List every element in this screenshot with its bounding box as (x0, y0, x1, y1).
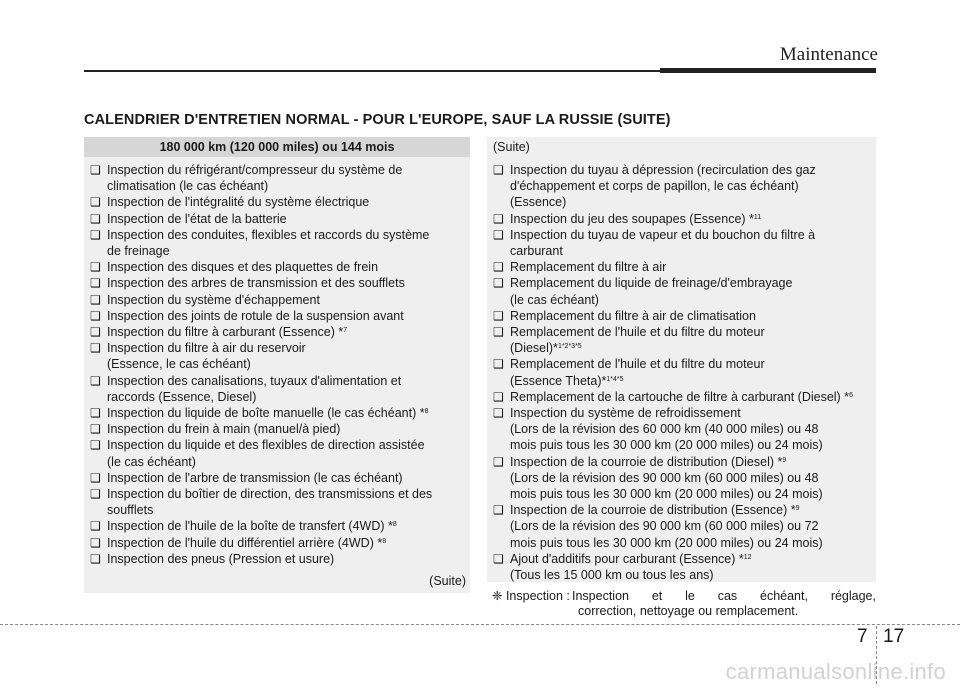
checkbox-icon: ❑ (90, 406, 101, 421)
item-text: Inspection du frein à main (manuel/à pied) (107, 422, 341, 437)
checkbox-icon: ❑ (90, 292, 101, 307)
item-text: Remplacement du liquide de freinage/d'embrayage (510, 276, 793, 291)
left-checklist-item (90, 373, 468, 405)
note-line-1: Inspection et le cas échéant, réglage, (572, 589, 876, 603)
checkbox-icon: ❑ (90, 195, 101, 210)
item-text: Inspection des joints de rotule de la suspension avant (107, 308, 404, 323)
checkbox-icon: ❑ (90, 519, 101, 534)
left-checklist-item (90, 535, 468, 551)
item-text: Inspection des canalisations, tuyaux d'alimentation et (107, 373, 402, 388)
footnote-ref: 6 (849, 391, 853, 399)
item-text: Inspection du système d'échappement (107, 292, 320, 307)
left-checklist-item (90, 551, 468, 567)
item-text: mois puis tous les 30 000 km (20 000 miles) ou 24 mois) (510, 487, 823, 502)
checkbox-icon: ❑ (493, 308, 504, 323)
footnote-ref: 12 (743, 553, 752, 561)
footnote-ref: 1*2*3*5 (557, 343, 582, 351)
item-text: de freinage (107, 244, 170, 259)
left-checklist-item (90, 324, 468, 340)
right-checklist-item (493, 259, 873, 275)
left-checklist-item (90, 227, 468, 259)
left-checklist-item (90, 470, 468, 486)
page-number: 17 (883, 626, 905, 647)
left-checklist-item (90, 308, 468, 324)
left-checklist-item (90, 259, 468, 275)
right-checklist-item (493, 162, 873, 211)
item-text: Inspection du boîtier de direction, des transmissions et des (107, 487, 433, 502)
item-text: Inspection du tuyau de vapeur et du bouchon du filtre à (510, 227, 816, 242)
item-text: Inspection de l'intégralité du système électrique (107, 195, 370, 210)
item-text: Remplacement de l'huile et du filtre du moteur (510, 325, 765, 340)
right-checklist-item (493, 227, 873, 259)
inspection-note (492, 589, 876, 619)
right-checklist-item (493, 324, 873, 356)
item-text: Inspection des pneus (Pression et usure) (107, 551, 335, 566)
right-checklist-item (493, 551, 873, 583)
item-text: Inspection du réfrigérant/compresseur du système de (107, 163, 403, 177)
note-label: ❈ Inspection : (492, 589, 570, 603)
header-rule (84, 70, 664, 72)
item-text: Inspection de l'huile du différentiel arrière (4WD) *$^8$ (107, 535, 387, 550)
item-text: Inspection du filtre à air du reservoir (107, 341, 306, 356)
section-title: Maintenance (779, 44, 878, 65)
item-text: Inspection de la courroie de distribution (Essence) *$^9$ (510, 503, 800, 518)
footnote-ref: 8 (424, 408, 429, 416)
item-text: Inspection des conduites, flexibles et raccords du système (107, 227, 430, 242)
item-text: soufflets (107, 503, 154, 518)
item-text: Inspection de l'état de la batterie (107, 211, 287, 226)
checkbox-icon: ❑ (493, 406, 504, 421)
left-checklist-item (90, 292, 468, 308)
item-text: raccords (Essence, Diesel) (107, 389, 257, 404)
left-column-heading: 180 000 km (120 000 miles) ou 144 mois (84, 137, 470, 157)
left-column (84, 137, 470, 593)
checkbox-icon: ❑ (493, 211, 504, 226)
item-text: Inspection de la courroie de distribution (Diesel) *$^9$ (510, 454, 787, 469)
checkbox-icon: ❑ (90, 373, 101, 388)
left-checklist-item (90, 194, 468, 210)
footer-divider (0, 624, 960, 625)
right-checklist-item (493, 308, 873, 324)
item-text: (le cas échéant) (510, 292, 599, 307)
checkbox-icon: ❑ (493, 389, 504, 404)
left-checklist-item (90, 405, 468, 421)
item-text: (le cas échéant) (107, 454, 196, 469)
right-checklist-item (493, 502, 873, 551)
right-checklist-item (493, 389, 873, 405)
checkbox-icon: ❑ (493, 276, 504, 291)
page-title: CALENDRIER D'ENTRETIEN NORMAL - POUR L'EUROPE, SAUF LA RUSSIE (SUITE) (84, 112, 671, 128)
footnote-ref: 9 (795, 505, 800, 513)
left-checklist-item (90, 211, 468, 227)
checkbox-icon: ❑ (493, 551, 504, 566)
checkbox-icon: ❑ (90, 163, 101, 177)
item-text: Ajout d'additifs pour carburant (Essence) *$^{12}$ (510, 551, 752, 566)
right-checklist-item (493, 211, 873, 227)
item-text: carburant (510, 244, 563, 259)
left-checklist-item (90, 518, 468, 534)
right-column (487, 137, 876, 582)
right-item-list (493, 162, 873, 583)
left-checklist-item (90, 340, 468, 372)
footnote-ref: 9 (782, 456, 787, 464)
item-text: (Tous les 15 000 km ou tous les ans) (510, 568, 714, 583)
checkbox-icon: ❑ (90, 341, 101, 356)
checkbox-icon: ❑ (493, 454, 504, 469)
chapter-number: 7 (857, 626, 868, 647)
footnote-ref: 8 (382, 537, 387, 545)
item-text: Remplacement de la cartouche de filtre à carburant (Diesel) *$^6$ (510, 389, 853, 404)
checkbox-icon: ❑ (90, 422, 101, 437)
left-item-list (90, 162, 468, 567)
item-text: Inspection des disques et des plaquettes de frein (107, 260, 379, 275)
checkbox-icon: ❑ (90, 325, 101, 340)
left-checklist-item (90, 437, 468, 469)
left-checklist-item (90, 486, 468, 518)
item-text: Inspection des arbres de transmission et des soufflets (107, 276, 405, 291)
checkbox-icon: ❑ (493, 357, 504, 372)
item-text: Remplacement de l'huile et du filtre du moteur (510, 357, 765, 372)
checkbox-icon: ❑ (90, 227, 101, 242)
right-checklist-item (493, 454, 873, 503)
right-checklist-item (493, 356, 873, 388)
checkbox-icon: ❑ (90, 551, 101, 566)
checkbox-icon: ❑ (90, 535, 101, 550)
item-text: (Essence, le cas échéant) (107, 357, 251, 372)
footnote-ref: 8 (392, 521, 397, 529)
item-text: climatisation (le cas échéant) (107, 179, 269, 194)
footnote-ref: 7 (343, 327, 348, 335)
footnote-ref: 11 (753, 213, 762, 221)
checkbox-icon: ❑ (493, 503, 504, 518)
item-text: Inspection du système de refroidissement (510, 406, 741, 421)
checkbox-icon: ❑ (90, 308, 101, 323)
right-checklist-item (493, 275, 873, 307)
item-text: Inspection de l'huile de la boîte de transfert (4WD) *$^8$ (107, 519, 397, 534)
item-text: Inspection du liquide et des flexibles de direction assistée (107, 438, 425, 453)
left-checklist-item (90, 275, 468, 291)
checkbox-icon: ❑ (493, 260, 504, 275)
watermark: carmanualsonline.info (725, 659, 946, 684)
left-checklist-item (90, 421, 468, 437)
header-rule-thick (660, 68, 876, 73)
checkbox-icon: ❑ (90, 211, 101, 226)
note-line-2: correction, nettoyage ou remplacement. (578, 604, 799, 618)
item-text: (Diesel)*$^{1*2*3*5}$ (510, 341, 582, 356)
item-text: (Essence Theta)*$^{1*4*5}$ (510, 373, 624, 388)
item-text: Inspection de l'arbre de transmission (le cas échéant) (107, 470, 403, 485)
footnote-ref: 1*4*5 (606, 375, 624, 383)
left-checklist-item (90, 162, 468, 194)
checkbox-icon: ❑ (493, 227, 504, 242)
checkbox-icon: ❑ (90, 487, 101, 502)
item-text: Inspection du tuyau à dépression (recirculation des gaz (510, 163, 816, 177)
item-text: d'échappement et corps de papillon, le cas échéant) (510, 179, 799, 194)
checkbox-icon: ❑ (493, 325, 504, 340)
item-text: Remplacement du filtre à air (510, 260, 667, 275)
item-text: Inspection du filtre à carburant (Essence) *$^7$ (107, 325, 348, 340)
item-text: Remplacement du filtre à air de climatisation (510, 308, 756, 323)
right-checklist-item (493, 405, 873, 454)
item-text: (Lors de la révision des 90 000 km (60 000 miles) ou 72 (510, 519, 819, 534)
item-text: (Lors de la révision des 60 000 km (40 000 miles) ou 48 (510, 422, 819, 437)
item-text: Inspection du jeu des soupapes (Essence) *$^{11}$ (510, 211, 762, 226)
item-text: mois puis tous les 30 000 km (20 000 miles) ou 24 mois) (510, 535, 823, 550)
checkbox-icon: ❑ (90, 438, 101, 453)
checkbox-icon: ❑ (493, 163, 504, 177)
item-text: (Essence) (510, 195, 567, 210)
suite-label-right: (Suite) (493, 140, 530, 154)
suite-label-left: (Suite) (429, 574, 466, 588)
item-text: Inspection du liquide de boîte manuelle (le cas échéant) *$^8$ (107, 406, 429, 421)
item-text: (Lors de la révision des 90 000 km (60 000 miles) ou 48 (510, 470, 819, 485)
item-text: mois puis tous les 30 000 km (20 000 miles) ou 24 mois) (510, 438, 823, 453)
checkbox-icon: ❑ (90, 470, 101, 485)
checkbox-icon: ❑ (90, 276, 101, 291)
checkbox-icon: ❑ (90, 260, 101, 275)
